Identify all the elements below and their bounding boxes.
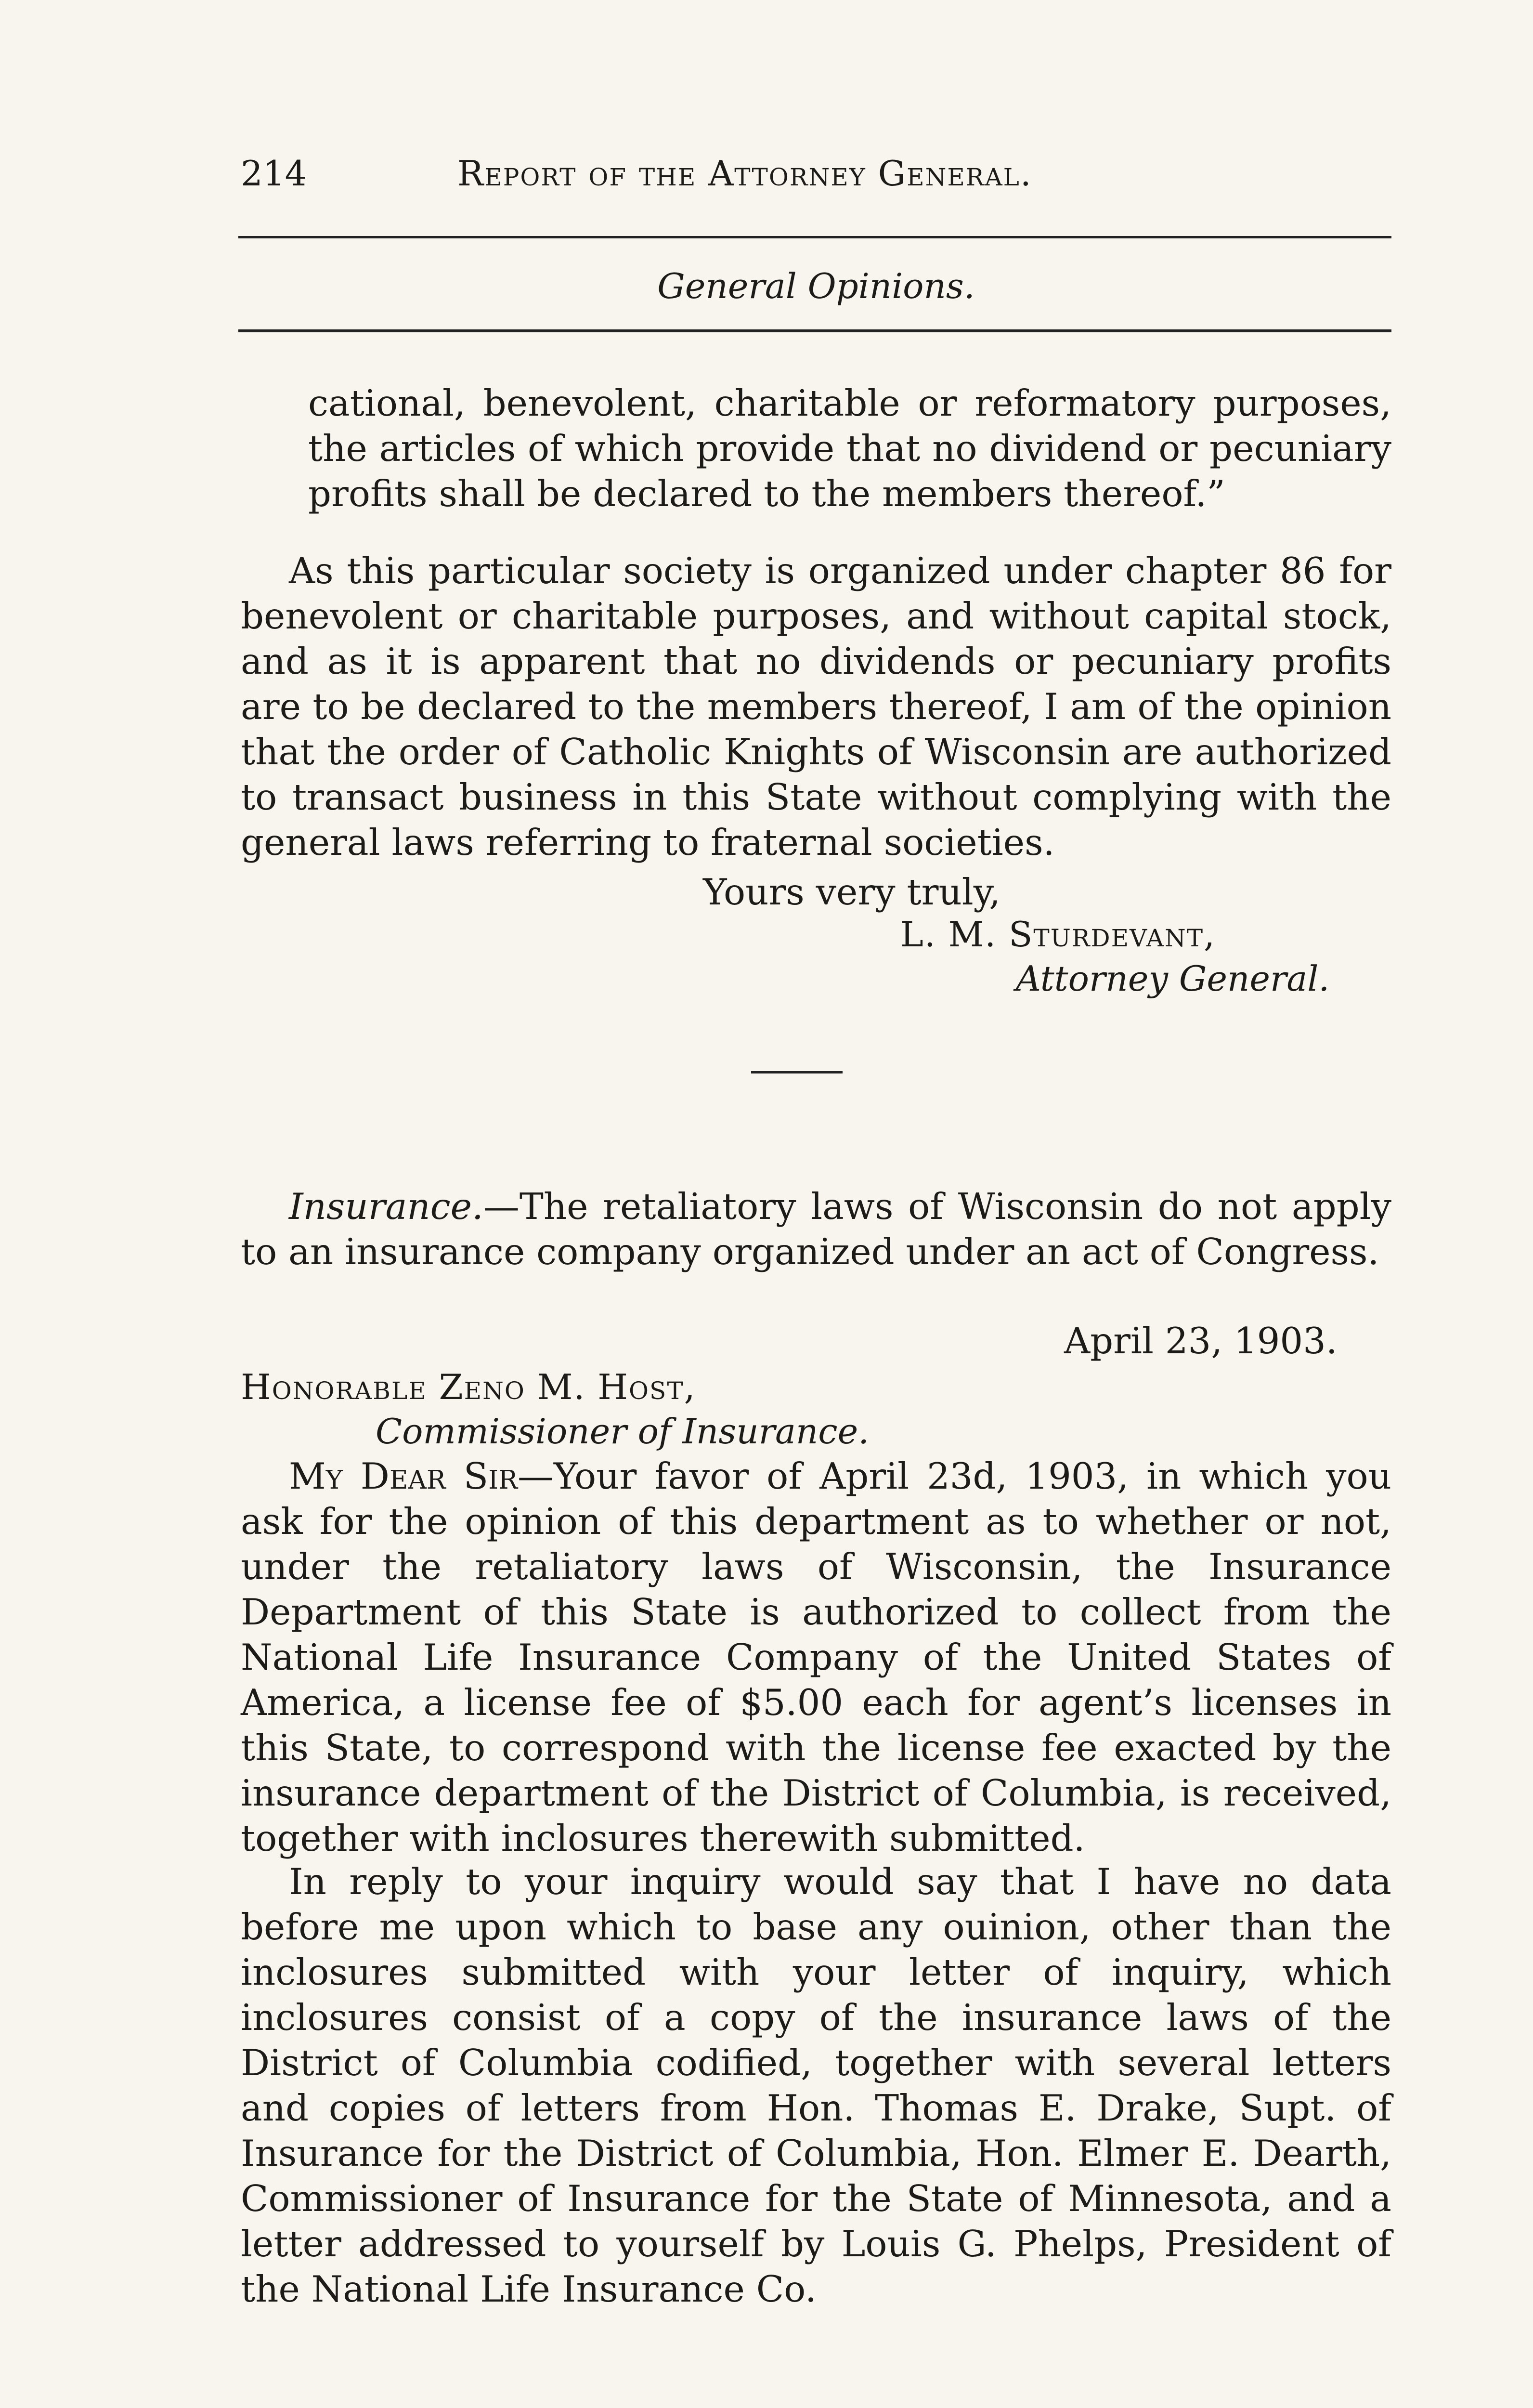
- letter-body-1: —Your favor of April 23d, 1903, in which you ask for the opinion of this department as to whether or not, under the retaliatory laws of Wisconsin, the Insurance Department of this State is authorized to collect from the National Life Insurance Company of the United States of America, a license fee of $5.00 each for agent’s licenses in this State, to correspond with the license fee exacted by the insurance department of the District of Columbia, is received, together with inclosures therewith submitted.: [241, 1455, 1391, 1859]
- headnote-text: —The retaliatory laws of Wisconsin do not apply to an insurance company organized under an act of Congress.: [241, 1185, 1391, 1273]
- opinion-divider: [751, 1071, 843, 1073]
- closing: Yours very truly,: [703, 871, 1000, 913]
- header-rule-bottom: [238, 329, 1391, 332]
- addressee-title: Commissioner of Insurance.: [376, 1411, 870, 1452]
- page-number: 214: [241, 153, 307, 194]
- page-header: [241, 153, 1391, 201]
- signature-title: Attorney General.: [1016, 958, 1330, 999]
- opinion-paragraph: As this particular society is organized under chapter 86 for benevolent or charitable purposes, and without capital stock, and as it is apparent that no dividends or pecuniary profits are to be declared to the members thereof, I am of the opinion that the order of Catholic Knights of Wisconsin are authorized to transact business in this State without complying with the general laws referring to fraternal societies.: [241, 550, 1391, 864]
- headnote-subject: Insurance.: [289, 1185, 483, 1228]
- quoted-statute: cational, benevolent, charitable or reformatory purposes, the articles of which provide that no dividend or pecuniary profits shall be declared to the members thereof.”: [308, 382, 1391, 515]
- section-title: General Opinions.: [657, 266, 975, 306]
- salutation: My Dear Sir: [289, 1455, 518, 1497]
- running-title: Report of the Attorney General.: [457, 153, 1032, 194]
- header-rule-top: [238, 236, 1391, 238]
- letter-paragraph-2: In reply to your inquiry would say that I have no data before me upon which to base any ouinion, other than the inclosures submitted with your letter of inquiry, which inclosures consist of a copy of the insurance laws of the District of Columbia codified, together with several letters and copies of letters from Hon. Thomas E. Drake, Supt. of Insurance for the District of Columbia, Hon. Elmer E. Dearth, Commissioner of Insurance for the State of Minnesota, and a letter addressed to yourself by Louis G. Phelps, President of the National Life Insurance Co.: [241, 1860, 1391, 2310]
- addressee-name: Honorable Zeno M. Host,: [241, 1367, 696, 1407]
- headnote: [241, 1184, 1391, 1274]
- letter-date: April 23, 1903.: [1064, 1320, 1338, 1362]
- signature-name: L. M. Sturdevant,: [900, 914, 1216, 955]
- letter-paragraph-1: [241, 1453, 1391, 1861]
